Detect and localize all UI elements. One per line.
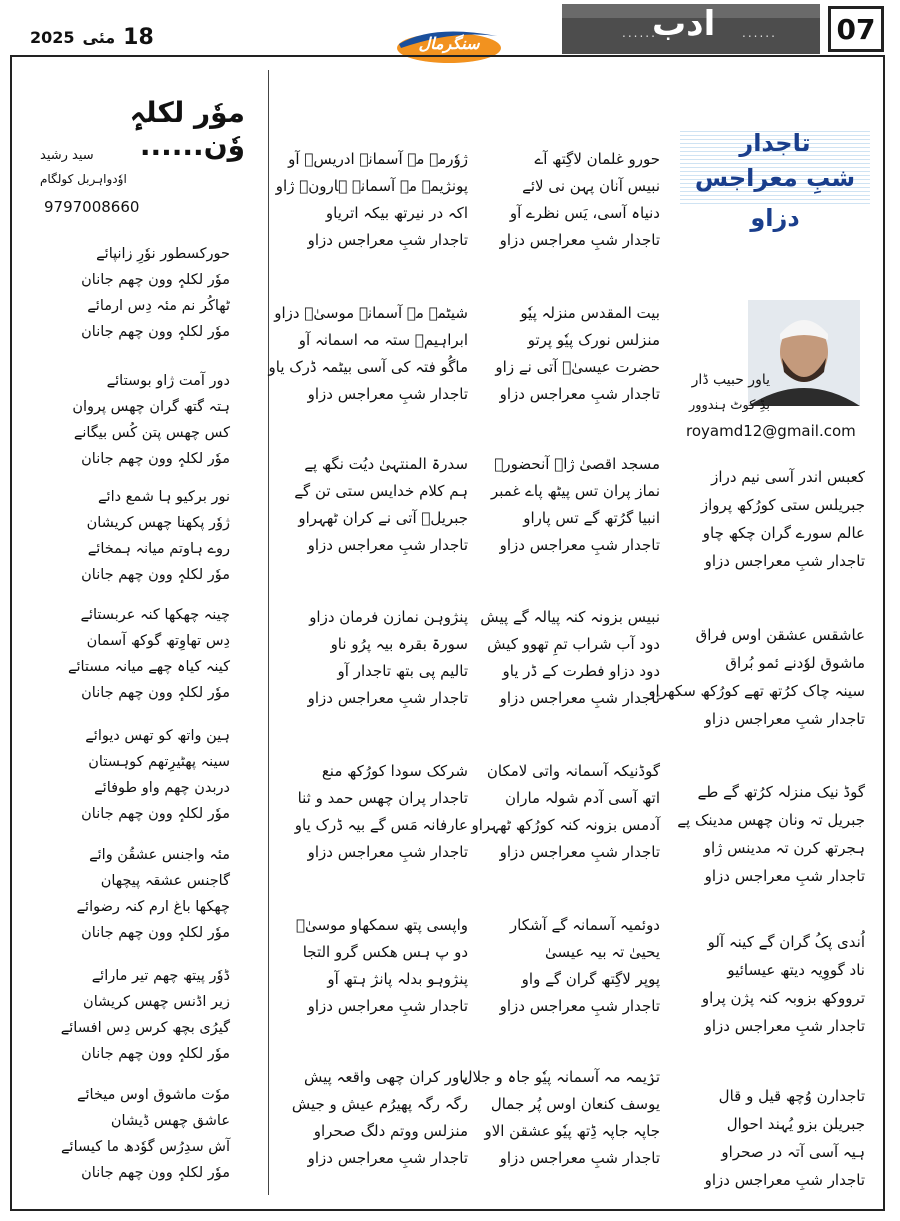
stanza bbox=[45, 484, 230, 588]
verse-line: ماشوق لوٗدنے ئمو بُراق bbox=[725, 654, 865, 672]
stanza bbox=[278, 912, 468, 1020]
left-author-place: اوٗدواہربل کولگام bbox=[40, 172, 127, 186]
stanza bbox=[648, 621, 865, 733]
verse-line: تاجدار شبِ معراجس دزاو bbox=[307, 689, 468, 707]
verse-line: موٗر لکلہٕ وون چھم جانان bbox=[81, 324, 230, 340]
verse-line: دنیاہ آسی، یَس نظرے آو bbox=[509, 204, 660, 222]
verse-line: دربدن چھم واو طوفائے bbox=[94, 780, 230, 796]
stanza bbox=[45, 963, 230, 1067]
verse-line: ہم کلام خدایس ستی تن گے bbox=[294, 482, 468, 500]
section-dots-left: ...... bbox=[622, 26, 657, 40]
page-number-box bbox=[828, 6, 884, 52]
frame-bottom bbox=[10, 1209, 885, 1211]
verse-line: آش سدِرُس گوٗدھ ما کیسائے bbox=[61, 1139, 230, 1155]
stanza bbox=[268, 300, 468, 408]
stanza bbox=[670, 928, 865, 1040]
verse-line: موٗر لکلہٕ وون چھم جانان bbox=[81, 272, 230, 288]
verse-line: ماگُو فتہ کی آسی بیٹمہ ڈرک یاو bbox=[268, 358, 468, 376]
stanza bbox=[470, 758, 660, 866]
author-place: بڈِ کوٹ ہندوور bbox=[688, 398, 770, 413]
verse-line: دود دزاو فطرت کے ڈر یاو bbox=[502, 662, 660, 680]
verse-line: تاجدار شبِ معراجس دزاو bbox=[704, 1171, 865, 1189]
stanza bbox=[45, 368, 230, 472]
verse-line: عاشقس عشقن اوس فراق bbox=[695, 626, 865, 644]
stanza bbox=[45, 723, 230, 827]
stanza bbox=[45, 1082, 230, 1186]
verse-line: موٗر لکلہٕ وون چھم جانان bbox=[81, 685, 230, 701]
date-month: مئی bbox=[82, 27, 116, 47]
verse-line: موٗر لکلہٕ وون چھم جانان bbox=[81, 806, 230, 822]
verse-line: منزلس نورک پیٗو پرتو bbox=[527, 331, 660, 349]
verse-line: تاجدار شبِ معراجس دزاو bbox=[499, 536, 660, 554]
stanza bbox=[470, 604, 660, 712]
verse-line: پنژوہن نمازن فرمان دزاو bbox=[309, 608, 468, 626]
verse-line: دوئمیہ آسمانہ گے آشکار bbox=[509, 916, 660, 934]
verse-line: سینہ چاک کرُتھ تھے کورُکھ سکھراو bbox=[648, 682, 865, 700]
verse-line: دو پ ہس ھکس گرو التجا bbox=[302, 943, 468, 961]
verse-line: عالم سورے گران چکھ چاو bbox=[702, 524, 865, 542]
section-dots-right: ...... bbox=[742, 26, 777, 40]
verse-line: نور برکیو ہا شمع دائے bbox=[98, 489, 230, 505]
verse-line: موٗر لکلہٕ وون چھم جانان bbox=[81, 925, 230, 941]
verse-line: سدرۃ المنتہیٰ دیُت نگھ پے bbox=[304, 455, 468, 473]
verse-line: ہین واتھ کو تھس دیوائے bbox=[85, 728, 230, 744]
verse-line: رگہ رگہ پھیرُم عیش و جیش bbox=[291, 1095, 468, 1113]
stanza bbox=[275, 146, 468, 254]
verse-line: منزلس ووتم دلگ صحراو bbox=[313, 1122, 468, 1140]
verse-line: سورۃ بقرہ بیہ پرُو ناو bbox=[330, 635, 468, 653]
verse-line: تاجدار شبِ معراجس دزاو bbox=[499, 689, 660, 707]
verse-line: موٗر لکلہٕ وون چھم جانان bbox=[81, 567, 230, 583]
verse-line: تاجدار پران چھس حمد و ثنا bbox=[297, 789, 468, 807]
verse-line: چینہ چھکھا کنہ عربستائے bbox=[80, 607, 230, 623]
verse-line: نبیس بزونہ کنہ پیالہ گے پیش bbox=[480, 608, 660, 626]
verse-line: حضرت عیسیٰؑ آتی نے زاو bbox=[495, 358, 660, 376]
left-author-name: سید رشید bbox=[40, 148, 94, 163]
verse-line: جبریلن بزو یُہند احوال bbox=[726, 1115, 865, 1133]
verse-line: تاجدارن وُچھ قیل و قال bbox=[718, 1087, 865, 1105]
verse-line: تاجدار شبِ معراجس دزاو bbox=[704, 1017, 865, 1035]
verse-line: موٗر لکلہٕ وون چھم جانان bbox=[81, 1165, 230, 1181]
verse-line: ناد گووِیہ دیتھ عیسائیو bbox=[727, 961, 865, 979]
verse-line: تاجدار شبِ معراجس دزاو bbox=[307, 1149, 468, 1167]
verse-line: روے ہاوتم میانہ ہمخائے bbox=[87, 541, 230, 557]
verse-line: اکہ در نیرتھ بیکہ اتریاو bbox=[325, 204, 468, 222]
verse-line: تاجدار شبِ معراجس دزاو bbox=[704, 867, 865, 885]
verse-line: موٗر لکلہٕ وون چھم جانان bbox=[81, 1046, 230, 1062]
frame-right bbox=[883, 55, 885, 1211]
verse-line: تاجدار شبِ معراجس دزاو bbox=[307, 843, 468, 861]
verse-line: جبریلؑ آتی نے کران ٹھہراو bbox=[298, 509, 468, 527]
verse-line: دور آمت ژاو بوستائے bbox=[106, 373, 230, 389]
author-name: یاور حبیب ڈار bbox=[691, 372, 770, 388]
verse-line: تاجدار شبِ معراجس دزاو bbox=[704, 710, 865, 728]
author-photo bbox=[748, 300, 860, 406]
verse-line: تاجدار شبِ معراجس دزاو bbox=[307, 231, 468, 249]
verse-line: جاپہ جاپہ ڈِتھ پیٗو عشقن الاو bbox=[484, 1122, 660, 1140]
verse-line: تاجدار شبِ معراجس دزاو bbox=[499, 385, 660, 403]
frame-left bbox=[10, 55, 12, 1211]
verse-line: زیر اڈنس چھس کریشان bbox=[83, 994, 230, 1010]
verse-line: دِس تھاوِتھ گوکھ آسمان bbox=[86, 633, 230, 649]
verse-line: تاجدار شبِ معراجس دزاو bbox=[499, 231, 660, 249]
verse-line: تاجدار شبِ معراجس دزاو bbox=[499, 997, 660, 1015]
verse-line: جبریل تہ ونان چھس مدینک پے bbox=[677, 811, 865, 829]
stanza bbox=[670, 1082, 865, 1194]
date-line bbox=[30, 22, 154, 52]
verse-line: کعبس اندر آسی نیم دراز bbox=[711, 468, 865, 486]
verse-line: کس چھس پتن کُس بیگانے bbox=[73, 425, 230, 441]
verse-line: مسجد اقصیٰ ژاے آنحضورؐ bbox=[494, 455, 660, 473]
verse-line: گوڈنیکہ آسمانہ واتی لامکان bbox=[486, 762, 660, 780]
verse-line: تاجدار شبِ معراجس دزاو bbox=[704, 552, 865, 570]
verse-line: موٗت ماشوق اوس میخائے bbox=[77, 1087, 230, 1103]
verse-line: دود آب شراب تمِ تھوو کیش bbox=[487, 635, 660, 653]
verse-line: پنژوہو بدلہ پانژ ہتھ آو bbox=[327, 970, 468, 988]
verse-line: ٹھاکُر نم مئہ دِس ارمائے bbox=[87, 298, 230, 314]
header-rule bbox=[10, 55, 885, 57]
date-day: 18 bbox=[123, 24, 154, 50]
left-poem-title: موٗر لکلہٕ وٗن...... bbox=[129, 96, 245, 162]
stanza bbox=[470, 912, 660, 1020]
section-banner bbox=[562, 4, 820, 54]
verse-line: یاور کران چھی واقعہ پیش bbox=[303, 1068, 468, 1086]
verse-line: واپسی پتھ سمکھاو موسیٰؑ bbox=[295, 916, 468, 934]
verse-line: یوسف کنعان اوس پُر جمال bbox=[490, 1095, 660, 1113]
stanza bbox=[461, 1064, 660, 1172]
verse-line: بیت المقدس منزلہ پیٗو bbox=[520, 304, 660, 322]
date-year: 2025 bbox=[30, 27, 75, 47]
verse-line: تالیم پی بتھ تاجدار آو bbox=[337, 662, 468, 680]
stanza bbox=[278, 451, 468, 559]
verse-line: جبریلس ستی کورُکھ پرواز bbox=[700, 496, 865, 514]
verse-line: حورو غلمان لاگِتھ آے bbox=[534, 150, 660, 168]
stanza bbox=[670, 778, 865, 890]
verse-line: ہجرتھ کرن تہ مدینس ژاو bbox=[703, 839, 865, 857]
verse-line: یحییٰ تہ بیہ عیسیٰ bbox=[544, 943, 660, 961]
verse-line: عاشق چھس ڈیشان bbox=[110, 1113, 230, 1129]
stanza bbox=[470, 300, 660, 408]
verse-line: ابراہیمؑ ستہ مہ اسمانہ آو bbox=[298, 331, 468, 349]
verse-line: ہیہ آسی آتہ در صحراو bbox=[721, 1143, 865, 1161]
verse-line: گاجنس عشقہ پیچھان bbox=[100, 873, 230, 889]
verse-line: پوپر لاگِتھ گران گے واو bbox=[521, 970, 660, 988]
verse-line: ژوٗر پکھنا چھس کریشان bbox=[86, 515, 230, 531]
verse-line: نماز پران تس پیٹھ پاے غمبر bbox=[491, 482, 660, 500]
verse-line: پونژیمہ مہ آسمانہ ہارونؑ ژاو bbox=[275, 177, 468, 195]
verse-line: تاجدار شبِ معراجس دزاو bbox=[307, 385, 468, 403]
newspaper-logo bbox=[393, 22, 505, 66]
verse-line: انبیا گرُتھ گے تس پاراو bbox=[523, 509, 660, 527]
verse-line: نبیس آنان پہن نی لائے bbox=[522, 177, 660, 195]
verse-line: ترٛیمہ مہ آسمانہ پیٗو جاہ و جلال bbox=[461, 1068, 660, 1086]
verse-line: چھکھا باغ ارم کنہ رضوائے bbox=[76, 899, 230, 915]
verse-line: اُندی پکُ گران گے کینہ آلو bbox=[707, 933, 865, 951]
stanza bbox=[470, 451, 660, 559]
verse-line: ترووکھ بزوبہ کنہ پژن پراو bbox=[701, 989, 865, 1007]
verse-line: گیرُی بچھ کرس دِس افسائے bbox=[60, 1020, 230, 1036]
verse-line: آدمس بزونہ کنہ کورُکھ ٹھہراو bbox=[471, 816, 660, 834]
stanza bbox=[278, 1064, 468, 1172]
verse-line: تاجدار شبِ معراجس دزاو bbox=[499, 1149, 660, 1167]
poem-title-line2: شبِ معراجس دزاو bbox=[694, 164, 856, 232]
verse-line: ہتہ گتھ گران چھس پروان bbox=[72, 399, 230, 415]
verse-line: حورکسطور نوٗرِ زانپائے bbox=[96, 246, 230, 262]
stanza bbox=[278, 604, 468, 712]
verse-line: اتھ آسی آدم شولہ ماران bbox=[505, 789, 660, 807]
verse-line: ژوٗرمہ مہ آسمانہ ادریسؑ آو bbox=[288, 150, 468, 168]
logo-text: سنگرمال bbox=[418, 34, 480, 53]
verse-line: گوڈ نیک منزلہ کرُتھ گے طے bbox=[697, 783, 865, 801]
stanza bbox=[45, 602, 230, 706]
verse-line: موٗر لکلہٕ وون چھم جانان bbox=[81, 451, 230, 467]
stanza bbox=[278, 758, 468, 866]
left-author-phone: 9797008660 bbox=[44, 198, 140, 216]
verse-line: کینہ کیاہ چھے میانہ مستائے bbox=[67, 659, 230, 675]
verse-line: تاجدار شبِ معراجس دزاو bbox=[307, 997, 468, 1015]
verse-line: ڈوٗر پیتھ چھم تیر مارائے bbox=[91, 968, 230, 984]
verse-line: شیٹمہ مہ آسمانہ موسیٰؑ دزاو bbox=[274, 304, 468, 322]
stanza bbox=[45, 241, 230, 345]
stanza bbox=[670, 463, 865, 575]
stanza bbox=[470, 146, 660, 254]
poem-title-box bbox=[680, 128, 870, 232]
verse-line: مئہ واجنس عشقُن وائے bbox=[89, 847, 230, 863]
verse-line: تاجدار شبِ معراجس دزاو bbox=[307, 536, 468, 554]
author-email: royamd12@gmail.com bbox=[686, 422, 856, 440]
verse-line: عارفانہ مَس گے بیہ ڈرک یاو bbox=[294, 816, 468, 834]
poem-title-line1: تاجدار bbox=[739, 129, 811, 157]
verse-line: تاجدار شبِ معراجس دزاو bbox=[499, 843, 660, 861]
stanza bbox=[45, 842, 230, 946]
column-divider bbox=[268, 70, 269, 1195]
section-title: ادب bbox=[652, 4, 716, 44]
verse-line: سینہ پھٹیرِتھم کوہستان bbox=[88, 754, 230, 770]
verse-line: شرکک سودا کورُکھ منع bbox=[321, 762, 468, 780]
page-number: 07 bbox=[836, 12, 876, 46]
